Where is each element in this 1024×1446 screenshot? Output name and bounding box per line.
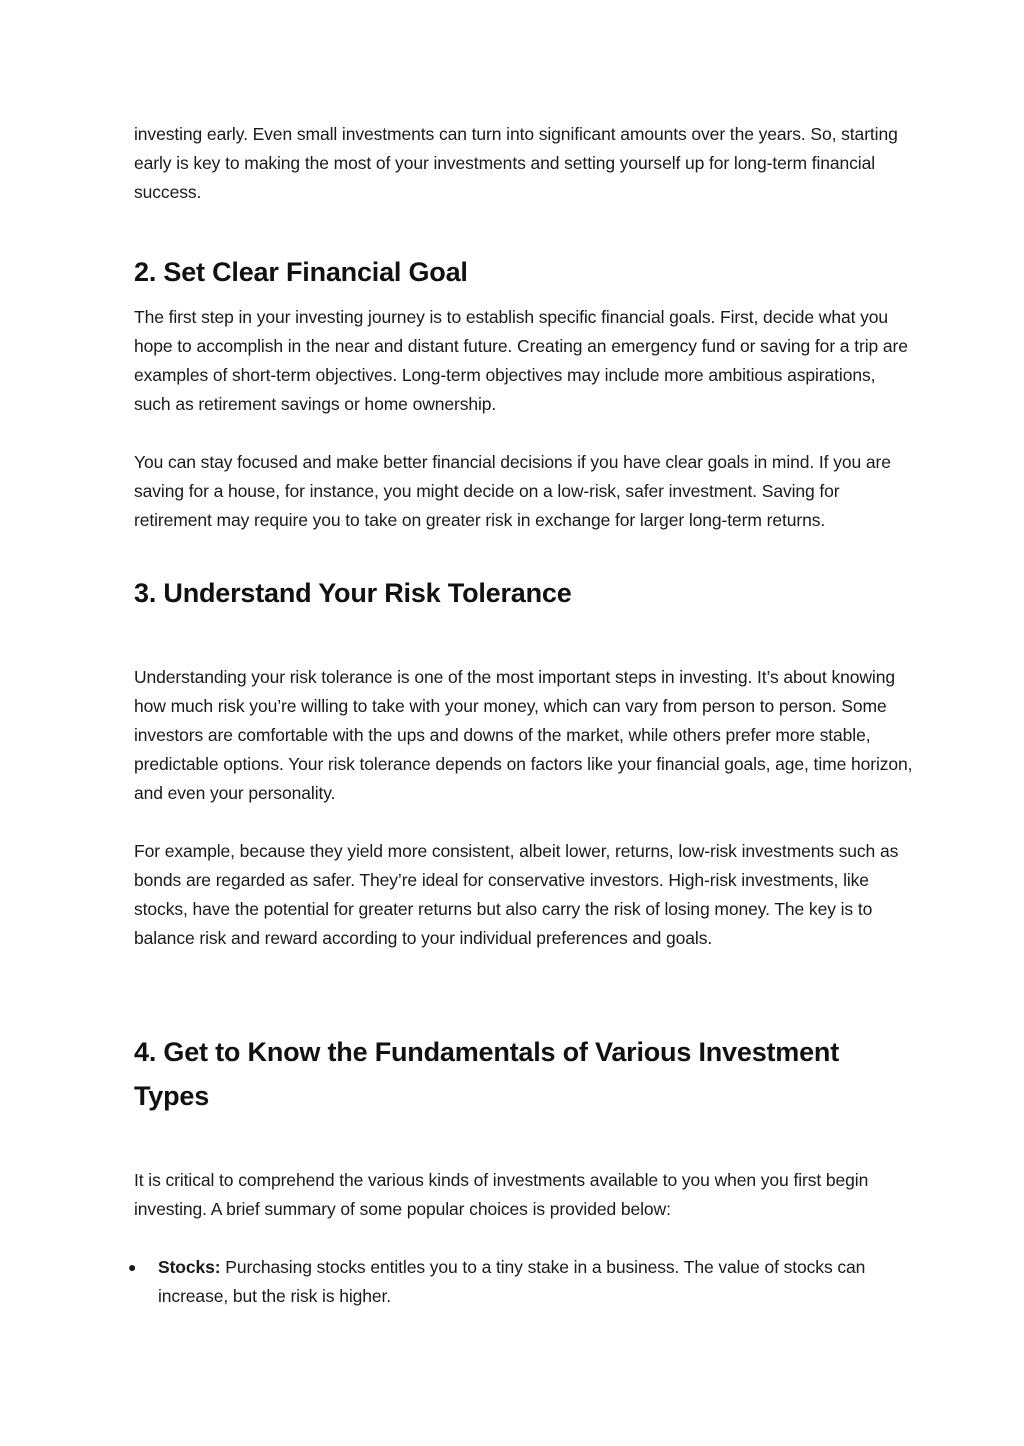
section-3-paragraph-2: For example, because they yield more consistent, albeit lower, returns, low-risk investments such as bonds are regarded as safer. They’re ideal for conservative investors. High-risk investments, like stocks, have the potential for greater returns but also carry the risk of losing money. The key is to balance risk and reward according to your individual preferences and goals. (134, 841, 899, 948)
section-2-heading: 2. Set Clear Financial Goal (134, 257, 468, 287)
section-4-paragraph: It is critical to comprehend the various kinds of investments available to you when you first begin investing. A brief summary of some popular choices is provided below: (134, 1170, 869, 1219)
list-item (128, 1253, 914, 1311)
section-3-heading: 3. Understand Your Risk Tolerance (134, 578, 572, 608)
list-item-term: Stocks: (158, 1257, 221, 1277)
bullet-icon: ● (128, 1259, 137, 1275)
section-4-heading: 4. Get to Know the Fundamentals of Various Investment Types (134, 1037, 840, 1111)
section-2-paragraph-1: The first step in your investing journey is to establish specific financial goals. First, decide what you hope to accomplish in the near and distant future. Creating an emergency fund or saving for a trip are examples of short-term objectives. Long-term objectives may include more ambitious aspirations, such as retirement savings or home ownership. (134, 307, 908, 414)
document-page (128, 120, 914, 1311)
section-2-paragraph-2: You can stay focused and make better financial decisions if you have clear goals in mind. If you are saving for a house, for instance, you might decide on a low-risk, safer investment. Saving for retirement may require you to take on greater risk in exchange for larger long-term returns. (134, 452, 891, 530)
section-3-paragraph-1: Understanding your risk tolerance is one of the most important steps in investing. It’s about knowing how much risk you’re willing to take with your money, which can vary from person to person. Some investors are comfortable with the ups and downs of the market, while others prefer more stable, predictable options. Your risk tolerance depends on factors like your financial goals, age, time horizon, and even your personality. (134, 667, 913, 803)
investment-types-list (128, 1253, 914, 1311)
list-item-text: Purchasing stocks entitles you to a tiny stake in a business. The value of stocks can increase, but the risk is higher. (158, 1257, 866, 1306)
intro-paragraph: investing early. Even small investments can turn into significant amounts over the years. So, starting early is key to making the most of your investments and setting yourself up for long-term financial success. (134, 124, 898, 202)
